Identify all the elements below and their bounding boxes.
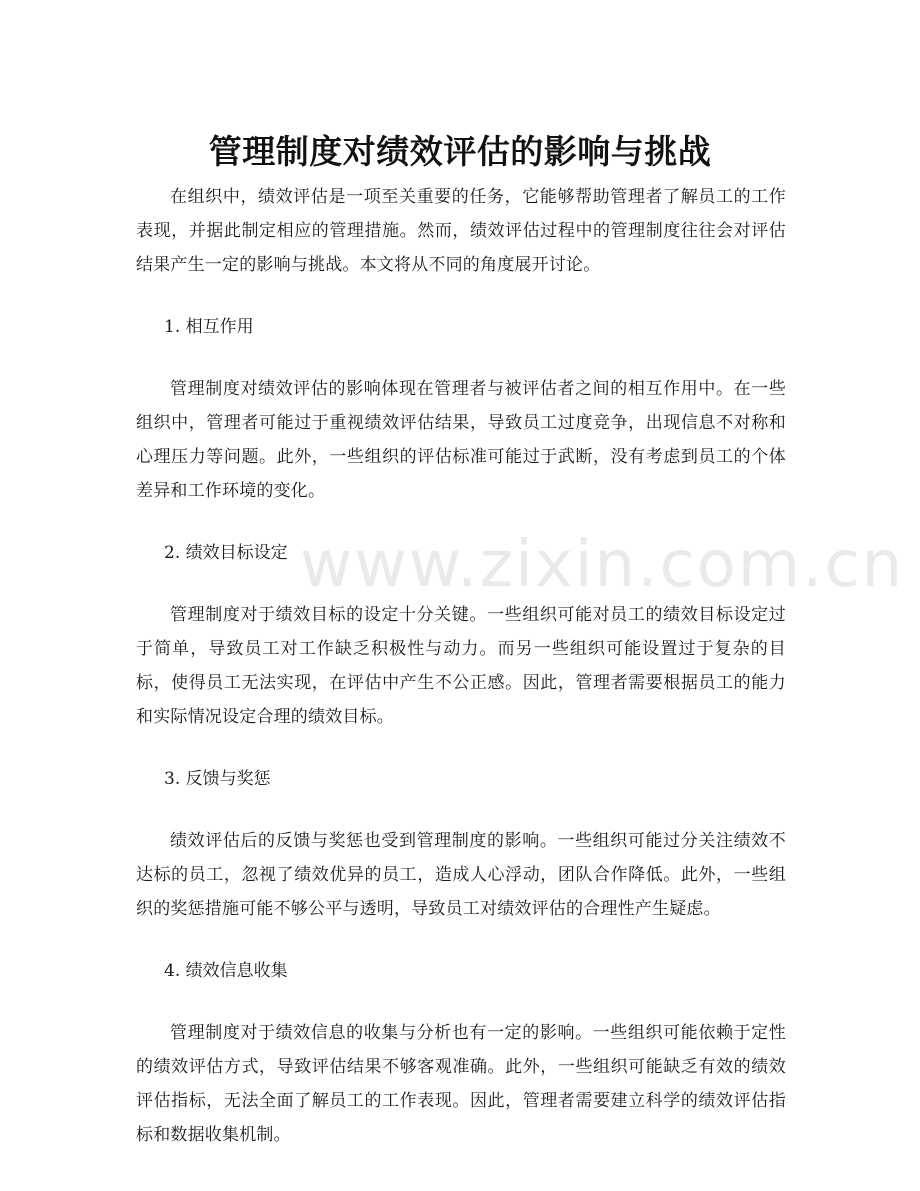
- section-heading-2: 2. 绩效目标设定: [164, 543, 288, 563]
- watermark: www.zixin.com.cn: [300, 528, 905, 602]
- section-body-1: 管理制度对绩效评估的影响体现在管理者与被评估者之间的相互作用中。在一些组织中，管理者可能过于重视绩效评估结果，导致员工过度竞争，出现信息不对称和心理压力等问题。此外，一些组织的评估标准可能过于武断，没有考虑到员工的个体差异和工作环境的变化。: [136, 379, 786, 501]
- section-heading-3: 3. 反馈与奖惩: [164, 769, 271, 789]
- section-body-4: 管理制度对于绩效信息的收集与分析也有一定的影响。一些组织可能依赖于定性的绩效评估方式，导致评估结果不够客观准确。此外，一些组织可能缺乏有效的绩效评估指标，无法全面了解员工的工作表现。因此，管理者需要建立科学的绩效评估指标和数据收集机制。: [136, 1023, 786, 1145]
- section-heading-4: 4. 绩效信息收集: [164, 961, 288, 981]
- section-body-2: 管理制度对于绩效目标的设定十分关键。一些组织可能对员工的绩效目标设定过于简单，导致员工对工作缺乏积极性与动力。而另一些组织可能设置过于复杂的目标，使得员工无法实现，在评估中产生不公正感。因此，管理者需要根据员工的能力和实际情况设定合理的绩效目标。: [136, 605, 786, 727]
- intro-paragraph: 在组织中，绩效评估是一项至关重要的任务，它能够帮助管理者了解员工的工作表现，并据此制定相应的管理措施。然而，绩效评估过程中的管理制度往往会对评估结果产生一定的影响与挑战。本文将从不同的角度展开讨论。: [136, 187, 786, 275]
- document-body: [136, 180, 786, 1152]
- section-heading-1: 1. 相互作用: [164, 317, 254, 337]
- page-title: 管理制度对绩效评估的影响与挑战: [208, 132, 712, 172]
- section-body-3: 绩效评估后的反馈与奖惩也受到管理制度的影响。一些组织可能过分关注绩效不达标的员工，忽视了绩效优异的员工，造成人心浮动，团队合作降低。此外，一些组织的奖惩措施可能不够公平与透明，导致员工对绩效评估的合理性产生疑虑。: [136, 831, 786, 919]
